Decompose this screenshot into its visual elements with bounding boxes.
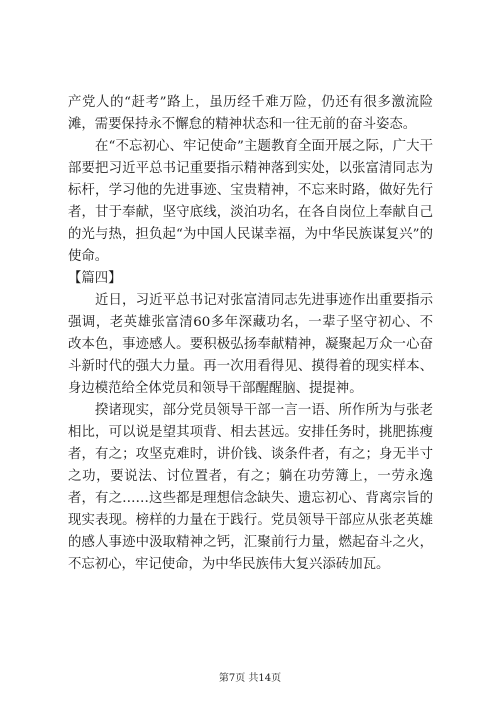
section-heading: 【篇四】 xyxy=(68,271,122,286)
paragraph-instructions: 近日，习近平总书记对张富清同志先进事迹作出重要指示强调，老英雄张富清60多年深藏功名，一辈子坚守初心、不改本色，事迹感人。要积极弘扬奉献精神，凝聚起万众一心奋斗新时代的强大力量。再一次用看得见、摸得着的现实样本、身边模范给全体党员和领导干部醒醒脑、提提神。 xyxy=(68,293,433,396)
paragraph-continued: 产党人的“赶考”路上，虽历经千难万险，仍还有很多激流险滩，需要保持永不懈怠的精神状态和一往无前的奋斗姿态。 xyxy=(68,95,433,132)
document-body xyxy=(68,92,433,576)
paragraph-theme-education: 在“不忘初心、牢记使命”主题教育全面开展之际，广大干部要把习近平总书记重要指示精神落到实处，以张富清同志为标杆，学习他的先进事迹、宝贵精神，不忘来时路，做好先行者，甘于奉献，坚守底线，淡泊功名，在各自岗位上奉献自己的光与热，担负起“为中国人民谋幸福，为中华民族谋复兴”的使命。 xyxy=(68,139,433,264)
paragraph-reality: 揆诸现实，部分党员领导干部一言一语、所作所为与张老相比，可以说是望其项背、相去甚远。安排任务时，挑肥拣瘦者，有之；攻坚克难时，讲价钱、谈条件者，有之；身无半寸之功，要说法、讨位置者，有之；躺在功劳簿上，一劳永逸者，有之……这些都是理想信念缺失、遗忘初心、背离宗旨的现实表现。榜样的力量在于践行。党员领导干部应从张老英雄的感人事迹中汲取精神之钙，汇聚前行力量，燃起奋斗之火，不忘初心，牢记使命，为中华民族伟大复兴添砖加瓦。 xyxy=(68,403,433,572)
page-number-footer: 第7页 共14页 xyxy=(218,673,282,684)
